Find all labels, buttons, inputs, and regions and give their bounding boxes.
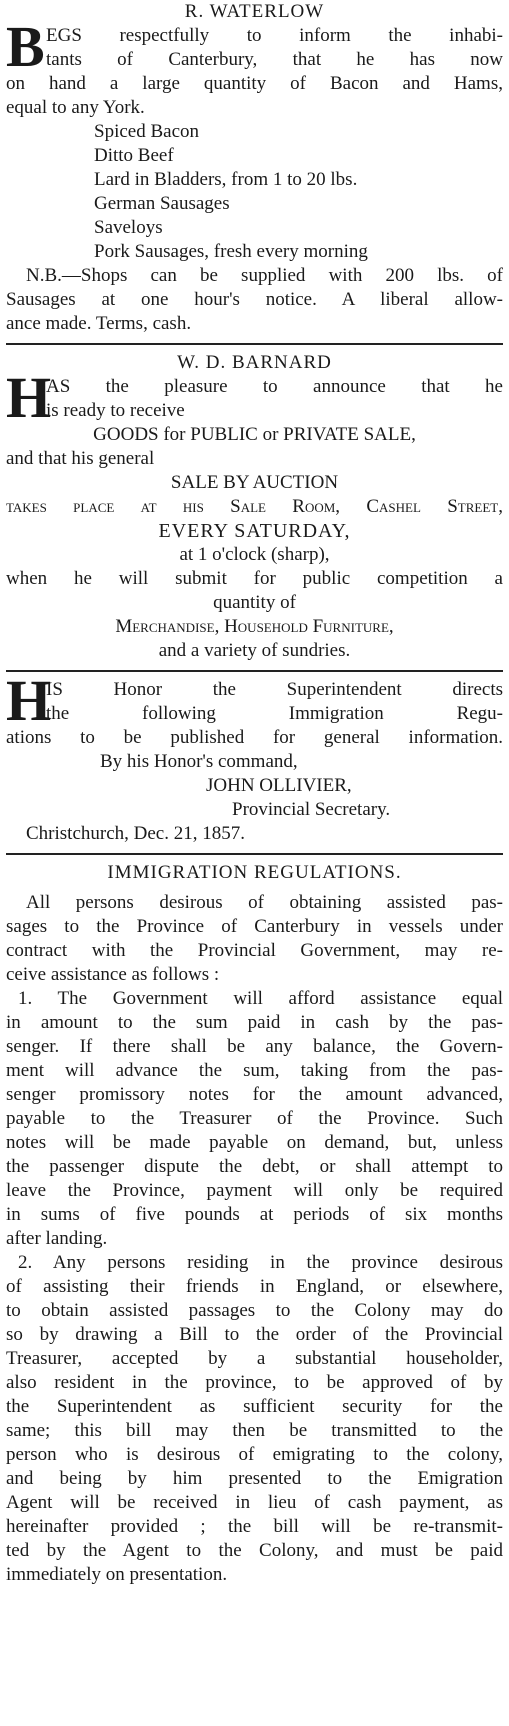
text-line: on hand a large quantity of Bacon and Hams, — [6, 73, 503, 94]
text-line: so by drawing a Bill to the order of the Provincial — [6, 1324, 503, 1345]
text-line: senger promissory notes for the amount advanced, — [6, 1084, 503, 1105]
ad-barnard-body — [6, 365, 503, 663]
text-line: sages to the Province of Canterbury in vessels under — [6, 916, 503, 937]
text-line: 1. The Government will afford assistance equal — [18, 988, 503, 1009]
text-line: also resident in the province, to be approved of by — [6, 1372, 503, 1393]
text-line: quantity of — [213, 592, 296, 613]
text-line: EVERY SATURDAY, — [158, 520, 351, 542]
text-line: same; this bill may then be transmitted to the — [6, 1420, 503, 1441]
divider — [6, 853, 503, 855]
text-line: at 1 o'clock (sharp), — [179, 544, 330, 565]
list-item: Spiced Bacon — [94, 121, 200, 142]
text-line: takes place at his Sale Room, Cashel Street, — [6, 496, 503, 517]
list-item: Saveloys — [94, 217, 163, 238]
text-line: leave the Province, payment will only be required — [6, 1180, 503, 1201]
text-line: immediately on presentation. — [6, 1564, 228, 1585]
text-line: the Superintendent as sufficient security for the — [6, 1396, 503, 1417]
text-line: the following Immigration Regu- — [46, 703, 503, 724]
text-line: EGS respectfully to inform the inhabi- — [46, 25, 503, 46]
newspaper-column — [6, 0, 503, 1587]
signatory-role: Provincial Secretary. — [232, 799, 391, 820]
ad-waterlow-title: R. WATERLOW — [184, 1, 325, 22]
text-line: IS Honor the Superintendent directs — [46, 679, 503, 700]
text-line: Treasurer, accepted by a substantial householder, — [6, 1348, 503, 1369]
text-line: and a variety of sundries. — [158, 640, 351, 661]
text-line: equal to any York. — [6, 97, 145, 118]
text-line: All persons desirous of obtaining assisted pas- — [26, 892, 503, 913]
text-line: ance made. Terms, cash. — [6, 313, 192, 334]
text-line: when he will submit for public competition a — [6, 568, 503, 589]
text-line: in sums of five pounds at periods of six months — [6, 1204, 503, 1225]
signatory-name: JOHN OLLIVIER, — [206, 775, 352, 796]
text-line: contract with the Provincial Government, may re- — [6, 940, 503, 961]
text-line: notes will be made payable on demand, but, unless — [6, 1132, 503, 1153]
divider — [6, 343, 503, 345]
ad-waterlow-body — [6, 14, 503, 336]
text-line: and being by him presented to the Emigration — [6, 1468, 503, 1489]
text-line: senger. If there shall be any balance, the Govern- — [6, 1036, 503, 1057]
dateline: Christchurch, Dec. 21, 1857. — [26, 823, 245, 844]
text-line: is ready to receive — [46, 400, 185, 421]
text-line: of assisting their friends in England, or elsewhere, — [6, 1276, 503, 1297]
text-line: By his Honor's command, — [100, 751, 298, 772]
text-line: ceive assistance as follows : — [6, 964, 220, 985]
notice-body — [6, 668, 503, 846]
text-line: GOODS for PUBLIC or PRIVATE SALE, — [93, 424, 416, 445]
text-line: to obtain assisted passages to the Colony may do — [6, 1300, 503, 1321]
text-line: in amount to the sum paid in cash by the pas- — [6, 1012, 503, 1033]
list-item: Lard in Bladders, from 1 to 20 lbs. — [94, 169, 358, 190]
text-line: payable to the Treasurer of the Province. Such — [6, 1108, 503, 1129]
text-line: 2. Any persons residing in the province desirous — [18, 1252, 503, 1273]
text-line: after landing. — [6, 1228, 108, 1249]
drop-cap: H — [6, 668, 52, 733]
text-line: ment will advance the sum, taking from the pas- — [6, 1060, 503, 1081]
ad-barnard-title: W. D. BARNARD — [177, 352, 332, 373]
drop-cap: B — [6, 14, 45, 79]
text-line: Sausages at one hour's notice. A liberal allow- — [6, 289, 503, 310]
drop-cap: H — [6, 365, 52, 430]
regulations-intro — [6, 891, 503, 987]
list-item: German Sausages — [94, 193, 230, 214]
text-line: AS the pleasure to announce that he — [46, 376, 503, 397]
regulation-1 — [6, 987, 503, 1251]
text-line: SALE BY AUCTION — [170, 472, 339, 493]
text-line: person who is desirous of emigrating to the colony, — [6, 1444, 503, 1465]
regulations-heading: IMMIGRATION REGULATIONS. — [107, 862, 402, 883]
text-line: N.B.—Shops can be supplied with 200 lbs. of — [26, 265, 503, 286]
text-line: ations to be published for general information. — [6, 727, 503, 748]
text-line: Merchandise, Household Furniture, — [115, 616, 394, 637]
text-line: hereinafter provided ; the bill will be re-transmit- — [6, 1516, 503, 1537]
text-line: tants of Canterbury, that he has now — [46, 49, 503, 70]
text-line: Agent will be received in lieu of cash payment, as — [6, 1492, 503, 1513]
list-item: Ditto Beef — [94, 145, 174, 166]
text-line: ted by the Agent to the Colony, and must be paid — [6, 1540, 503, 1561]
regulation-2 — [6, 1251, 503, 1587]
list-item: Pork Sausages, fresh every morning — [94, 241, 368, 262]
divider — [6, 670, 503, 672]
text-line: and that his general — [6, 448, 155, 469]
text-line: the passenger dispute the debt, or shall attempt to — [6, 1156, 503, 1177]
